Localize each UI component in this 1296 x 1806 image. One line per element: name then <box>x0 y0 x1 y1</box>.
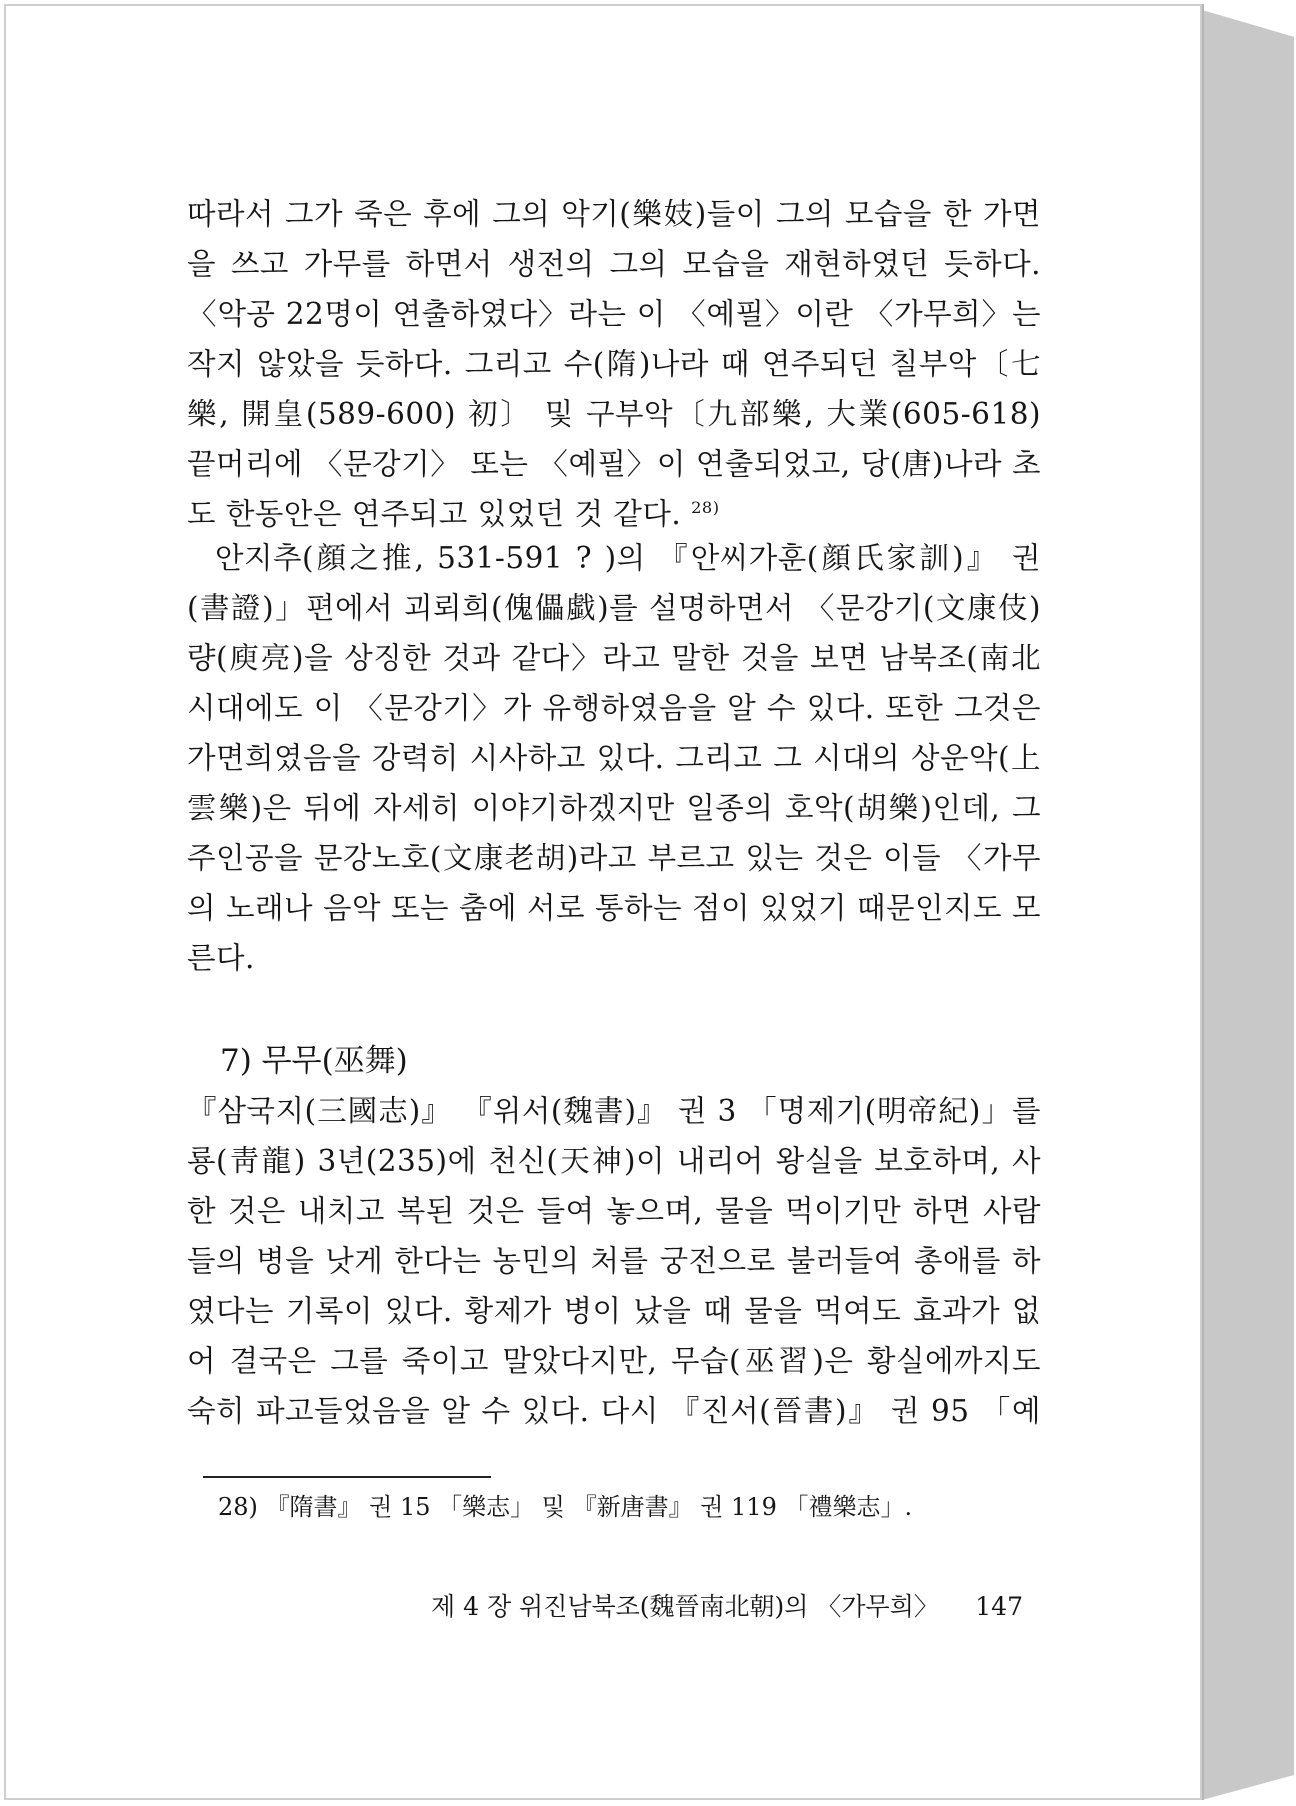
text-line: 雲樂)은 뒤에 자세히 이야기하겠지만 일종의 호악(胡樂)인데, 그 <box>187 791 1041 825</box>
paragraph-1 <box>187 189 1041 539</box>
text-line: 을 쓰고 가무를 하면서 생전의 그의 모습을 재현하였던 듯하다. <box>187 247 1041 281</box>
text-line: 작지 않았을 듯하다. 그리고 수(隋)나라 때 연주되던 칠부악〔七 <box>187 347 1041 381</box>
section-heading: 7) 무무(巫舞) <box>220 1043 408 1079</box>
text-line: 주인공을 문강노호(文康老胡)라고 부르고 있는 것은 이들 〈가무 <box>187 841 1041 875</box>
text-line: 들의 병을 낫게 한다는 농민의 처를 궁전으로 불러들여 총애를 하 <box>187 1244 1041 1278</box>
text-line: 따라서 그가 죽은 후에 그의 악기(樂妓)들이 그의 모습을 한 가면 <box>187 197 1041 231</box>
text-line: 룡(靑龍) 3년(235)에 천신(天神)이 내리어 왕실을 보호하며, 사 <box>187 1144 1041 1178</box>
text-line-last <box>187 489 1041 539</box>
page-number: 147 <box>975 1592 1023 1621</box>
text-line: 한 것은 내치고 복된 것은 들여 놓으며, 물을 먹이기만 하면 사람 <box>187 1194 1041 1228</box>
text-line: 의 노래나 음악 또는 춤에 서로 통하는 점이 있었기 때문인지도 모 <box>187 891 1041 925</box>
footnote: 28) 『隋書』 권 15 「樂志」 및 『新唐書』 권 119 「禮樂志」. <box>218 1493 913 1521</box>
book-page <box>4 4 1202 1800</box>
text-line: 『삼국지(三國志)』 『위서(魏書)』 권 3 「명제기(明帝紀)」를 <box>187 1094 1041 1128</box>
text-line: 량(庾亮)을 상징한 것과 같다〉라고 말한 것을 보면 남북조(南北 <box>187 641 1041 675</box>
text-line: 〈악공 22명이 연출하였다〉라는 이 〈예필〉이란 〈가무희〉는 <box>187 297 1041 331</box>
text-line: 어 결국은 그를 죽이고 말았다지만, 무습(巫習)은 황실에까지도 <box>187 1344 1041 1378</box>
text-line-content: 도 한동안은 연주되고 있었던 것 같다. <box>187 497 682 531</box>
text-line: 樂, 開皇(589-600) 初〕 및 구부악〔九部樂, 大業(605-618) <box>187 397 1041 431</box>
text-line: (書證)」편에서 괴뢰희(傀儡戱)를 설명하면서 〈문강기(文康伎) <box>187 591 1041 625</box>
text-line: 시대에도 이 〈문강기〉가 유행하였음을 알 수 있다. 또한 그것은 <box>187 691 1041 725</box>
text-line: 였다는 기록이 있다. 황제가 병이 났을 때 물을 먹여도 효과가 없 <box>187 1294 1041 1328</box>
footnote-divider <box>203 1476 491 1478</box>
running-footer <box>431 1587 1023 1627</box>
paragraph-2 <box>187 533 1041 983</box>
text-line: 가면희였음을 강력히 시사하고 있다. 그리고 그 시대의 상운악(上 <box>187 741 1041 775</box>
text-line: 숙히 파고들었음을 알 수 있다. 다시 『진서(晉書)』 권 95 「예 <box>187 1394 1041 1428</box>
chapter-title: 제 4 장 위진남북조(魏晉南北朝)의 〈가무희〉 <box>431 1592 939 1621</box>
text-line: 끝머리에 〈문강기〉 또는 〈예필〉이 연출되었고, 당(唐)나라 초 <box>187 447 1041 481</box>
footnote-reference: 28) <box>691 498 720 518</box>
text-line-last: 른다. <box>187 941 255 975</box>
page-stack-edge <box>1202 10 1294 1800</box>
paragraph-3 <box>187 1086 1041 1436</box>
text-line: 안지추(顔之推, 531-591 ? )의 『안씨가훈(顔氏家訓)』 권 <box>215 541 1041 575</box>
